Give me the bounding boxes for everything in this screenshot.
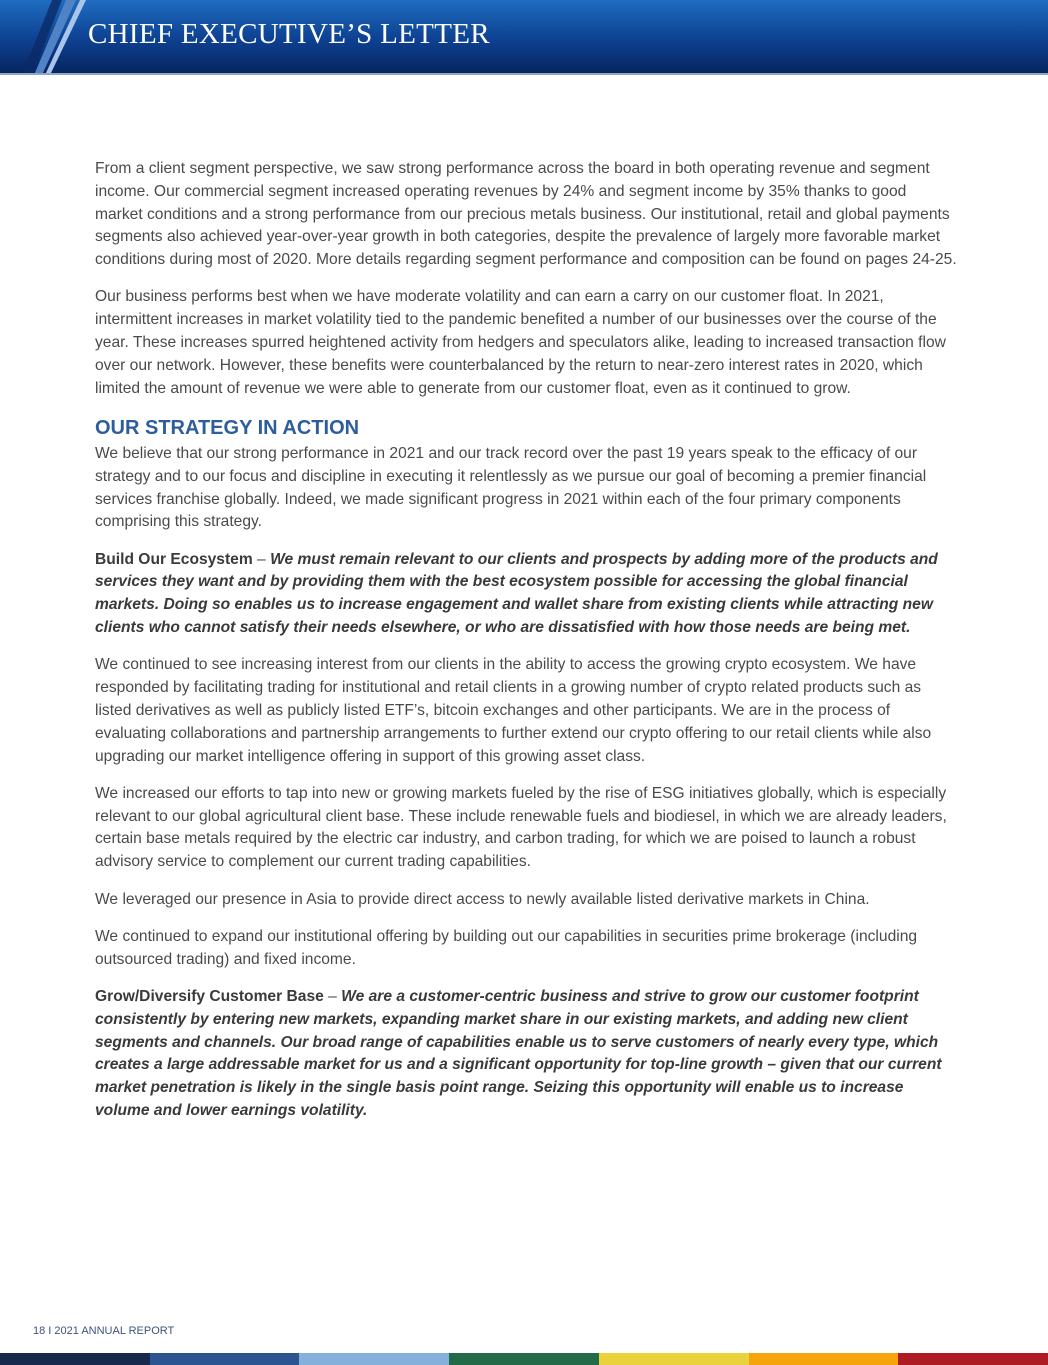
color-bar-segment (898, 1353, 1048, 1365)
section-heading: OUR STRATEGY IN ACTION (95, 416, 360, 439)
ecosystem-text: We must remain relevant to our clients and prospects by adding more of the products and services they want and by providing them with the best ecosystem possible for accessing the global financial markets. Doing so enables us to increase engagement and wallet share from existing clients while attracting new clients who cannot satisfy their needs elsewhere, or who are dissatisfied with how those needs are being met. (95, 550, 938, 637)
color-bar-segment (599, 1353, 749, 1365)
paragraph: We believe that our strong performance in 2021 and our track record over the past 19 years speak to the efficacy of our strategy and to our focus and discipline in executing it relentlessly as we pursue our goal of becoming a premier financial services franchise globally. Indeed, we made significant progress in 2021 within each of the four primary components comprising this strategy. (95, 444, 927, 531)
ecosystem-paragraph (95, 549, 957, 640)
color-bar-segment (299, 1353, 449, 1365)
dash: – (252, 550, 271, 568)
paragraph: We increased our efforts to tap into new or growing markets fueled by the rise of ESG initiatives globally, which is especially relevant to our global agricultural client base. These include renewable fuels and biodiesel, in which we are already leaders, certain base metals required by the electric car industry, and carbon trading, for which we are poised to launch a robust advisory service to complement our current trading capabilities. (95, 784, 947, 871)
page-title: CHIEF EXECUTIVE’S LETTER (88, 18, 490, 50)
color-bar (0, 1353, 1048, 1365)
grow-lead: Grow/Diversify Customer Base (95, 987, 324, 1005)
grow-text: We are a customer-centric business and strive to grow our customer footprint consistently by entering new markets, expanding market share in our existing markets, and adding new client segments and channels. Our broad range of capabilities enable us to serve customers of nearly every type, which creates a large addressable market for us and a significant opportunity for top-line growth – given that our current market penetration is likely in the single basis point range. Seizing this opportunity will enable us to increase volume and lower earnings volatility. (95, 987, 942, 1119)
letter-body (95, 158, 957, 1137)
color-bar-segment (449, 1353, 599, 1365)
dash: – (323, 987, 342, 1005)
color-bar-segment (150, 1353, 300, 1365)
page-footer: 18 I 2021 ANNUAL REPORT (33, 1325, 175, 1337)
color-bar-segment (0, 1353, 150, 1365)
ecosystem-lead: Build Our Ecosystem (95, 550, 253, 568)
color-bar-segment (749, 1353, 899, 1365)
paragraph: We continued to expand our institutional offering by building out our capabilities in securities prime brokerage (including outsourced trading) and fixed income. (95, 927, 918, 968)
paragraph: We continued to see increasing interest from our clients in the ability to access the growing crypto ecosystem. We have responded by facilitating trading for institutional and retail clients in a growing number of crypto related products such as listed derivatives as well as publicly listed ETF’s, bitcoin exchanges and other participants. We are in the process of evaluating collaborations and partnership arrangements to further extend our crypto offering to our retail clients while also upgrading our market intelligence offering in support of this growing asset class. (95, 656, 932, 765)
swoosh-decoration-icon (0, 0, 100, 75)
paragraph: Our business performs best when we have moderate volatility and can earn a carry on our customer float. In 2021, intermittent increases in market volatility tied to the pandemic benefited a number of our businesses over the course of the year. These increases spurred heightened activity from hedgers and speculators alike, leading to increased transaction flow over our network. However, these benefits were counterbalanced by the return to near-zero interest rates in 2020, which limited the amount of revenue we were able to generate from our customer float, even as it continued to grow. (95, 288, 946, 397)
paragraph: From a client segment perspective, we saw strong performance across the board in both operating revenue and segment income. Our commercial segment increased operating revenues by 24% and segment income by 35% thanks to good market conditions and a strong performance from our precious metals business. Our institutional, retail and global payments segments also achieved year-over-year growth in both categories, despite the prevalence of largely more favorable market conditions during most of 2020. More details regarding segment performance and composition can be found on pages 24-25. (95, 160, 957, 269)
grow-paragraph (95, 986, 957, 1123)
paragraph: We leveraged our presence in Asia to provide direct access to newly available listed derivative markets in China. (95, 890, 870, 908)
page-header (0, 0, 1048, 75)
